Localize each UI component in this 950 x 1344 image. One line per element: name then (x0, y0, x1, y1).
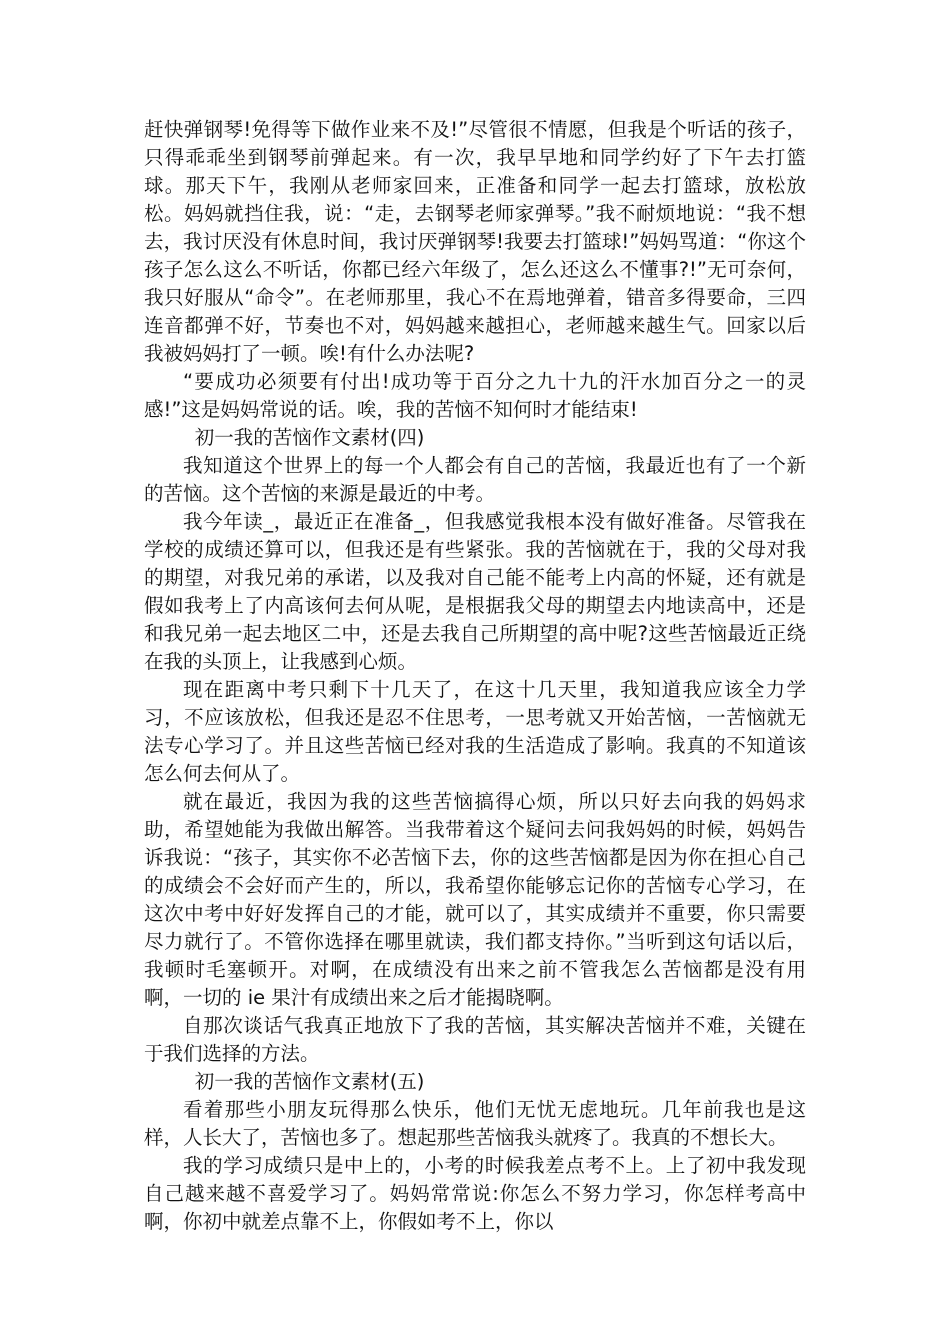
paragraph-6: 就在最近，我因为我的这些苦恼搞得心烦，所以只好去向我的妈妈求助，希望她能为我做出解答。当我带着这个疑问去问我妈妈的时候，妈妈告诉我说：“孩子，其实你不必苦恼下去，你的这些苦恼都是因为你在担心自己的成绩会不会好而产生的，所以，我希望你能够忘记你的苦恼专心学习，在这次中考中好好发挥自己的才能，就可以了，其实成绩并不重要，你只需要尽力就行了。不管你选择在哪里就读，我们都支持你。”当听到这句话以后，我顿时毛塞顿开。对啊，在成绩没有出来之前不管我怎么苦恼都是没有用啊，一切的 ie 果汁有成绩出来之后才能揭晓啊。 (144, 790, 806, 1009)
section-heading-5: 初一我的苦恼作文素材(五) (194, 1070, 425, 1093)
paragraph-4: 我今年读_，最近正在准备_，但我感觉我根本没有做好准备。尽管我在学校的成绩还算可以，但我还是有些紧张。我的苦恼就在于，我的父母对我的期望，对我兄弟的承诺，以及我对自己能不能考上内高的怀疑，还有就是假如我考上了内高该何去何从呢，是根据我父母的期望去内地读高中，还是和我兄弟一起去地区二中，还是去我自己所期望的高中呢?这些苦恼最近正绕在我的头顶上，让我感到心烦。 (144, 510, 806, 673)
paragraph-8: 看着那些小朋友玩得那么快乐，他们无忧无虑地玩。几年前我也是这样，人长大了，苦恼也多了。想起那些苦恼我头就疼了。我真的不想长大。 (144, 1098, 806, 1149)
paragraph-5: 现在距离中考只剩下十几天了，在这十几天里，我知道我应该全力学习，不应该放松，但我还是忍不住思考，一思考就又开始苦恼，一苦恼就无法专心学习了。并且这些苦恼已经对我的生活造成了影响。我真的不知道该怎么何去何从了。 (144, 678, 806, 785)
document-body (144, 116, 806, 1236)
section-heading-4: 初一我的苦恼作文素材(四) (194, 426, 425, 449)
paragraph-2: “要成功必须要有付出!成功等于百分之九十九的汗水加百分之一的灵感!”这是妈妈常说的话。唉，我的苦恼不知何时才能结束! (144, 370, 806, 421)
paragraph-7: 自那次谈话气我真正地放下了我的苦恼，其实解决苦恼并不难，关键在于我们选择的方法。 (144, 1014, 806, 1065)
paragraph-9: 我的学习成绩只是中上的，小考的时候我差点考不上。上了初中我发现自己越来越不喜爱学习了。妈妈常常说:你怎么不努力学习，你怎样考高中啊，你初中就差点靠不上，你假如考不上，你以 (144, 1154, 806, 1233)
paragraph-3: 我知道这个世界上的每一个人都会有自己的苦恼，我最近也有了一个新的苦恼。这个苦恼的来源是最近的中考。 (144, 454, 806, 505)
paragraph-1: 赶快弹钢琴!免得等下做作业来不及!”尽管很不情愿，但我是个听话的孩子，只得乖乖坐到钢琴前弹起来。有一次，我早早地和同学约好了下午去打篮球。那天下午，我刚从老师家回来，正准备和同学一起去打篮球，放松放松。妈妈就挡住我，说：“走，去钢琴老师家弹琴。”我不耐烦地说：“我不想去，我讨厌没有休息时间，我讨厌弹钢琴!我要去打篮球!”妈妈骂道：“你这个孩子怎么这么不听话，你都已经六年级了，怎么还这么不懂事?!”无可奈何，我只好服从“命令”。在老师那里，我心不在焉地弹着，错音多得要命，三四连音都弹不好，节奏也不对，妈妈越来越担心，老师越来越生气。回家以后我被妈妈打了一顿。唉!有什么办法呢? (144, 118, 806, 365)
